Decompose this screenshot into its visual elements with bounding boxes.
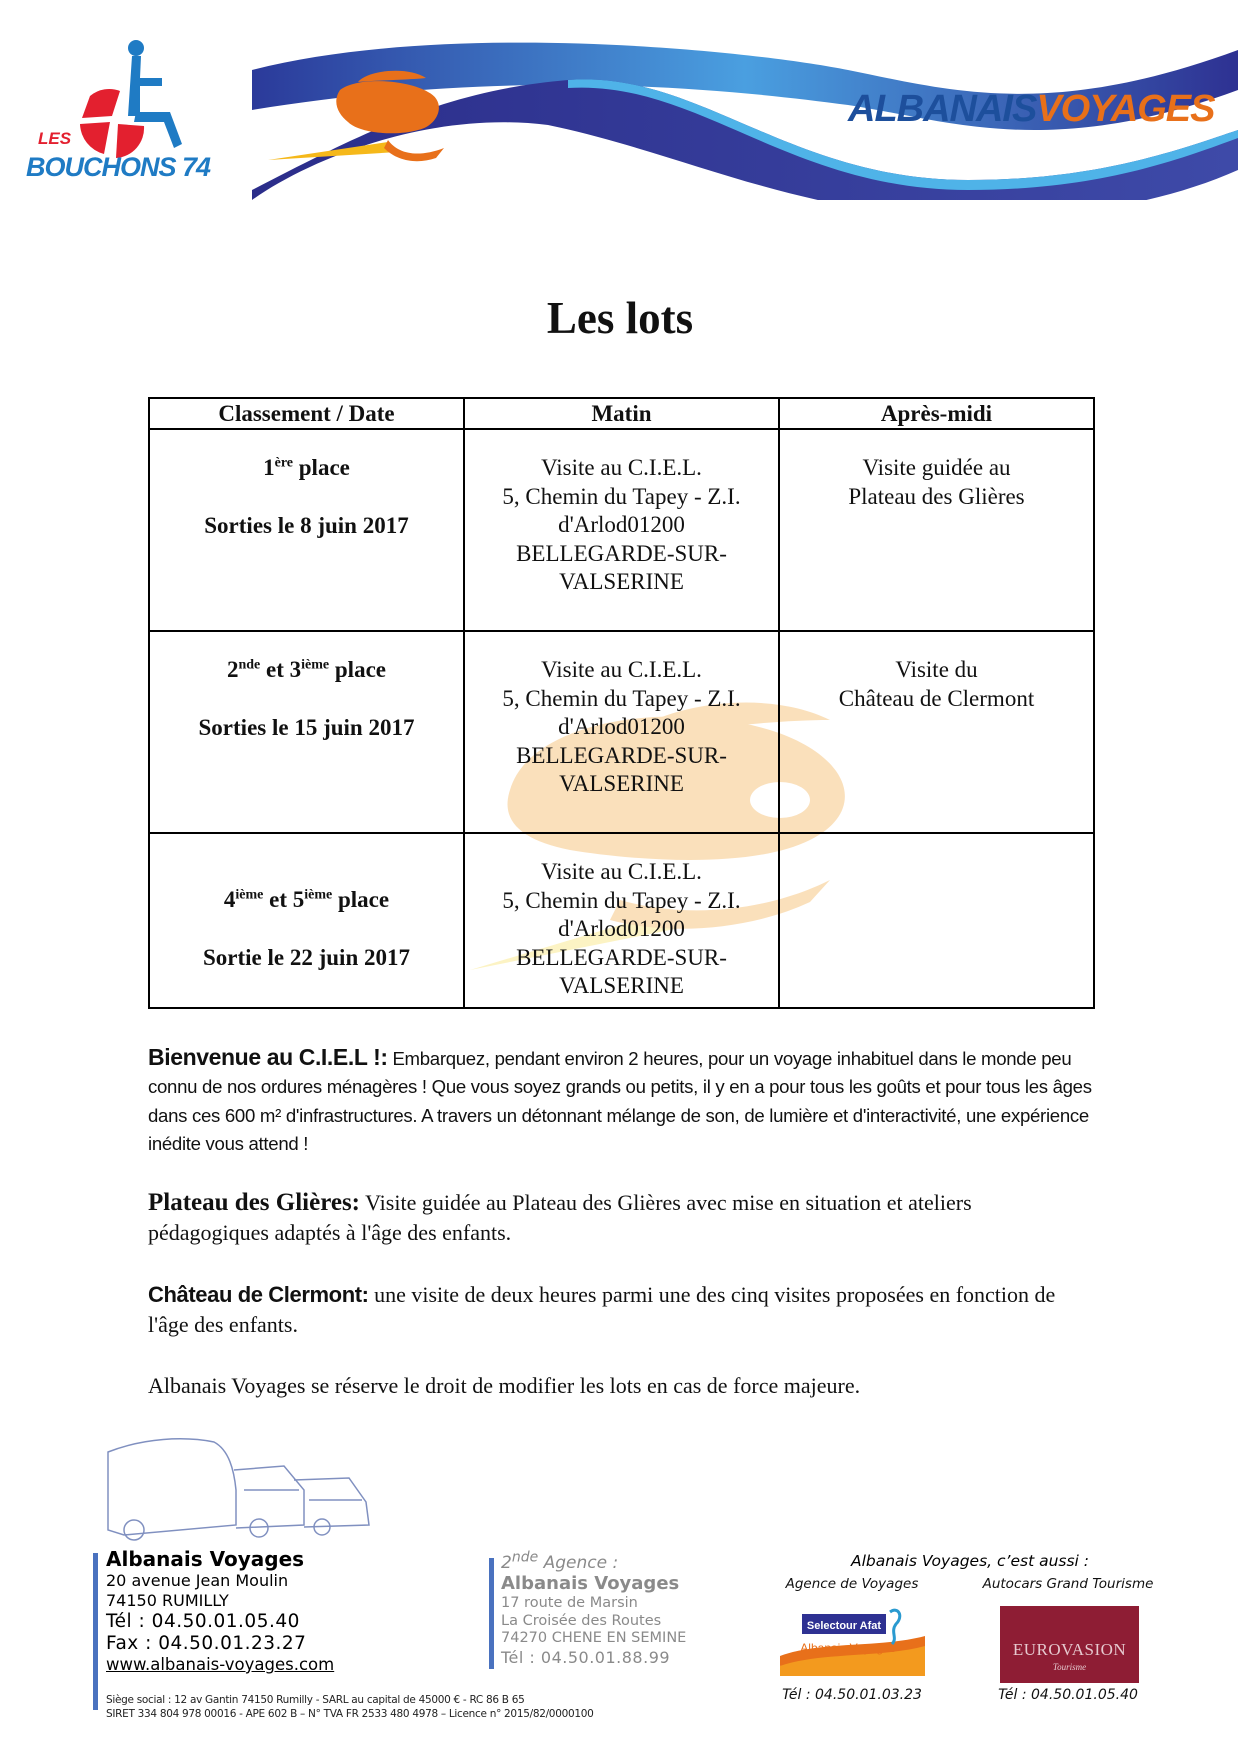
address-line: 74270 CHENE EN SEMINE: [501, 1630, 687, 1646]
morning-line: Visite au C.I.E.L.: [541, 859, 702, 884]
rank-text: place: [293, 455, 350, 480]
header-afternoon: Après-midi: [779, 398, 1094, 429]
glieres-heading: Plateau des Glières:: [148, 1189, 360, 1216]
glieres-text: Visite guidée au Plateau des Glières avec mise en situation et ateliers pédagogiques adaptés à l'âge des enfants.: [148, 1190, 972, 1245]
morning-cell: [464, 429, 779, 631]
travel-agency-tel-block: [752, 1686, 952, 1704]
selectour-afat-logo: [780, 1606, 925, 1676]
morning-line: BELLEGARDE-SUR-: [516, 944, 727, 970]
morning-line: d'Arlod01200: [558, 714, 685, 739]
morning-line: BELLEGARDE-SUR-: [516, 742, 727, 768]
rank-suffix: ère: [274, 455, 294, 471]
logo-line2: BOUCHONS 74: [26, 152, 211, 182]
selectour-text: Selectour Afat: [806, 1620, 882, 1632]
ciel-heading: Bienvenue au C.I.E.L !:: [148, 1044, 388, 1070]
morning-cell: [464, 631, 779, 833]
rank-label: [150, 656, 463, 685]
address-line: 17 route de Marsin: [501, 1595, 638, 1611]
afternoon-cell: [779, 429, 1094, 631]
rank-label: [150, 886, 463, 915]
afternoon-line: Visite du: [895, 657, 978, 682]
morning-line: VALSERINE: [559, 973, 684, 998]
morning-line: VALSERINE: [559, 569, 684, 594]
morning-line: 5, Chemin du Tapey - Z.I.: [502, 483, 741, 509]
reservation-notice: Albanais Voyages se réserve le droit de modifier les lots en cas de force majeure.: [148, 1373, 861, 1398]
company-name: Albanais Voyages: [106, 1547, 305, 1571]
rank-cell: [149, 833, 464, 1008]
logo-albanais: ALBANAIS: [848, 88, 1037, 130]
rank-mid: et 5: [263, 887, 305, 912]
lots-table: [148, 397, 1095, 1009]
header-ranking-date: Classement / Date: [149, 398, 464, 429]
rank-mid: et 3: [260, 657, 302, 682]
agency2-header: [501, 1549, 686, 1573]
page-title: Les lots: [546, 293, 694, 343]
also-header: Albanais Voyages, c’est aussi :: [850, 1552, 1090, 1570]
rank-cell: [149, 631, 464, 833]
morning-line: 5, Chemin du Tapey - Z.I.: [502, 887, 741, 913]
afternoon-line: Visite guidée au: [862, 455, 1011, 480]
legal-info: [106, 1693, 593, 1721]
ciel-description: [148, 1043, 1093, 1159]
logo-voyages: VOYAGES: [1036, 88, 1215, 130]
albanais-voyages-logo: [848, 88, 1214, 131]
morning-line: VALSERINE: [559, 771, 684, 796]
legal-line: SIRET 334 804 978 00016 - APE 602 B – N° TVA FR 2533 480 4978 – Licence n° 2015/82/0000100: [106, 1708, 594, 1720]
coaches-tel-block: [968, 1686, 1168, 1704]
eurovasion-logo: [1000, 1606, 1139, 1683]
table-row: [149, 833, 1094, 1008]
footer-divider: [93, 1553, 98, 1710]
fax: Fax : 04.50.01.23.27: [106, 1633, 307, 1654]
morning-cell: [464, 833, 779, 1008]
outing-date: Sorties le 8 juin 2017: [204, 512, 409, 538]
glieres-description: [148, 1188, 1093, 1247]
website-link[interactable]: www.albanais-voyages.com: [106, 1655, 335, 1674]
chateau-heading: Château de Clermont:: [148, 1282, 369, 1307]
les-bouchons-74-logo: [20, 36, 220, 196]
coaches-label: Autocars Grand Tourisme: [982, 1576, 1154, 1592]
morning-line: d'Arlod01200: [558, 916, 685, 941]
agency2-label: Agence :: [538, 1553, 619, 1573]
second-agency-contact: [501, 1549, 687, 1668]
rank-number: 4: [223, 887, 236, 912]
main-office-contact: [106, 1547, 334, 1675]
afternoon-line: Château de Clermont: [838, 685, 1035, 711]
morning-line: 5, Chemin du Tapey - Z.I.: [502, 685, 741, 711]
rank-suffix: ième: [304, 887, 333, 903]
rank-text: place: [332, 887, 390, 912]
morning-line: Visite au C.I.E.L.: [541, 657, 702, 682]
table-row: [149, 631, 1094, 833]
vehicles-illustration: [104, 1430, 380, 1545]
also-section: [760, 1551, 1180, 1571]
agency2-sup: nde: [511, 1549, 539, 1566]
rank-label: [150, 454, 463, 483]
rank-number: 1: [263, 455, 275, 480]
legal-line: Siège social : 12 av Gantin 74150 Rumilly - SARL au capital de 45000 € - RC 86 B 65: [106, 1694, 525, 1706]
phone: Tél : 04.50.01.88.99: [501, 1647, 671, 1667]
chateau-description: [148, 1280, 1093, 1339]
seahorse-icon: [890, 1610, 900, 1644]
ciel-text: Embarquez, pendant environ 2 heures, pour un voyage inhabituel dans le monde peu connu de nos ordures ménagères ! Que vous soyez grands ou petits, il y en a pour tous les goûts et pour tous les âges dans ces 600 m² d'infrastructures. A travers un détonnant mélange de son, de lumière et d'interactivité, une expérience inédite vous attend !: [148, 1048, 1092, 1155]
travel-agency-label: Agence de Voyages: [785, 1576, 919, 1592]
travel-agency-block: [752, 1575, 952, 1593]
eurovasion-subtext: Tourisme: [1052, 1662, 1087, 1672]
afternoon-line: Plateau des Glières: [848, 483, 1025, 509]
rank-text: place: [329, 657, 386, 682]
outing-date: Sorties le 15 juin 2017: [198, 714, 415, 740]
morning-line: d'Arlod01200: [558, 512, 685, 537]
rank-suffix: nde: [238, 657, 261, 673]
morning-line: BELLEGARDE-SUR-: [516, 540, 727, 566]
rank-suffix: ième: [301, 657, 330, 673]
footer-divider: [489, 1558, 494, 1669]
morning-line: Visite au C.I.E.L.: [541, 455, 702, 480]
coaches-block: [968, 1575, 1168, 1593]
address-line: La Croisée des Routes: [501, 1612, 662, 1629]
travel-agency-phone: Tél : 04.50.01.03.23: [782, 1687, 922, 1703]
agency2-name: Albanais Voyages: [501, 1573, 680, 1594]
selectour-subtext: Albanais Voyages: [800, 1641, 896, 1655]
agency2-num: 2: [501, 1553, 512, 1573]
address-line: 20 avenue Jean Moulin: [106, 1571, 289, 1590]
table-header-row: [149, 398, 1094, 429]
table-row: [149, 429, 1094, 631]
rank-suffix: ième: [235, 887, 264, 903]
address-line: 74150 RUMILLY: [106, 1591, 229, 1610]
outing-date: Sortie le 22 juin 2017: [203, 944, 410, 970]
logo-line1: LES: [38, 129, 72, 148]
header-morning: Matin: [464, 398, 779, 429]
coaches-phone: Tél : 04.50.01.05.40: [998, 1687, 1138, 1703]
rank-cell: [149, 429, 464, 631]
afternoon-cell: [779, 631, 1094, 833]
phone: Tél : 04.50.01.05.40: [106, 1611, 300, 1632]
afternoon-cell: [779, 833, 1094, 1008]
rank-number: 2: [226, 657, 239, 682]
chateau-text: une visite de deux heures parmi une des cinq visites proposées en fonction de l'âge des enfants.: [148, 1282, 1056, 1337]
eurovasion-text: EUROVASION: [1012, 1640, 1127, 1659]
